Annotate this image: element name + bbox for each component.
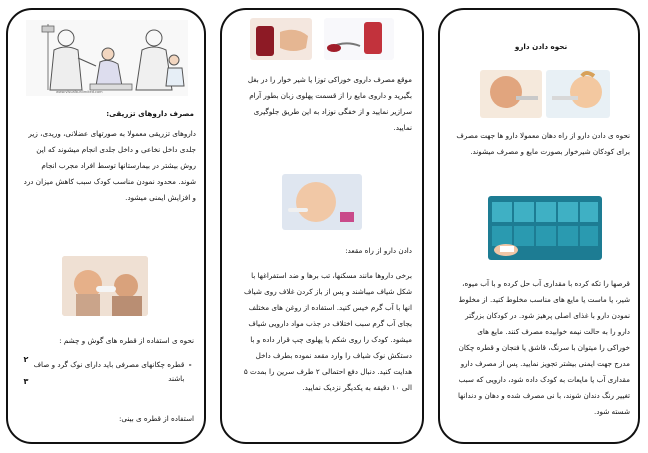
section-title-rectal: دادن دارو از راه مقعد: xyxy=(345,246,412,255)
bullet-list xyxy=(20,342,196,386)
section-title-nose-drops: استفاده از قطره ی بینی: xyxy=(118,414,194,423)
oral-instructions-text: قرصها را تکه کرده با مقداری آب حل کرده و با آب میوه، شیر، یا ماست یا مایع های مناسب مخلوط کنید. از مخلوط نمودن دارو با غذای اصلی پرهیز شود. در کودکان بزرگتر دارو را به حالت نیمه خوابیده مصرف کنند. مایع های خوراکی را میتوان با سرنگ، قاشق یا فنجان و قطره چکان مدرج جهت ایمنی بیشتر تجویز نمایید. پس از مصرف دارو مقداری آب یا مایعات به کودک داده شود، دارویی که سبب تغییر رنگ دندان شوند، با نی مصرف شده و دهان و دندانها شسته شود. xyxy=(457,279,630,416)
oral-intro-text: موقع مصرف داروی خوراکی توزا یا شیر خوار را در بغل بگیرید و داروی مایع را از قسمت پهلوی زبان بطور آرام سرازیر نمایید و از خفگی نوزاد به این طریق جلوگیری نمایید. xyxy=(247,75,412,132)
section-text-rectal: برخی داروها مانند مسکنها، تب برها و ضد استفراغها با شکل شیاف میباشند و پس از باز کردن غلاف روی شیاف انها با آب گرم خیس کنید. استفاده از روغن های مختلف بجای آب گرم سبب اختلاف در جذب مواد دارویی شیاف میشود. کودک را روی شکم یا پهلوی چپ قرار داده و با دستکش نوک شیاف را وارد مقعد نموده بطرف داخل هدایت کنید. دنبال دفع احتمالی ۲ طرف سرین را بمدت ۵ الی ۱۰ دقیقه به یکدیگر نزدیک نمایید. xyxy=(243,271,412,392)
list-item-text: قطره چکانهای مصرفی باید دارای نوک گرد و صاف باشند xyxy=(33,360,185,383)
section-text-injection: داروهای تزریقی معمولا به صورتهای عضلانی، وریدی، زیر جلدی داخل نخاعی و داخل جلدی انجام میشوند که این روش بیشتر در بیمارستانها توسط افراد مجرب انجام شوند. محدود نمودن مناسب کودک سبب کاهش میزان درد و افزایش ایمنی میشود. xyxy=(23,129,196,202)
list-item xyxy=(20,358,196,386)
syrup-photo-right xyxy=(324,18,394,60)
illustration-caption: www.visualsunlimited.com xyxy=(56,90,103,94)
bullet-marker: - xyxy=(188,360,192,369)
digit: ۳ xyxy=(23,377,29,386)
baby-medicine-photo xyxy=(282,174,362,230)
child-photo xyxy=(62,256,148,316)
syrup-photo-left xyxy=(250,18,312,60)
brochure-title: نحوه دادن دارو xyxy=(514,42,568,51)
patient-care-illustration xyxy=(26,20,188,96)
brochure-panel-middle xyxy=(220,8,424,444)
pillbox-photo xyxy=(488,196,602,260)
oral-text: نحوه ی دادن دارو از راه دهان معمولا دارو ها جهت مصرف برای کودکان شیرخوار بصورت مایع و مصرف میشوند. xyxy=(456,131,630,156)
child-spoon-photo-right xyxy=(546,70,610,118)
brochure-panel-left xyxy=(6,8,206,444)
digit: ۲ xyxy=(23,355,29,364)
section-title-injection: مصرف داروهای تزریقی: xyxy=(106,109,194,118)
brochure-panel-right xyxy=(438,8,640,444)
side-digits xyxy=(20,354,32,388)
section-title-ear-eye: نحوه ی استفاده از قطره های گوش و چشم : xyxy=(59,336,194,345)
child-spoon-photo-left xyxy=(480,70,542,118)
